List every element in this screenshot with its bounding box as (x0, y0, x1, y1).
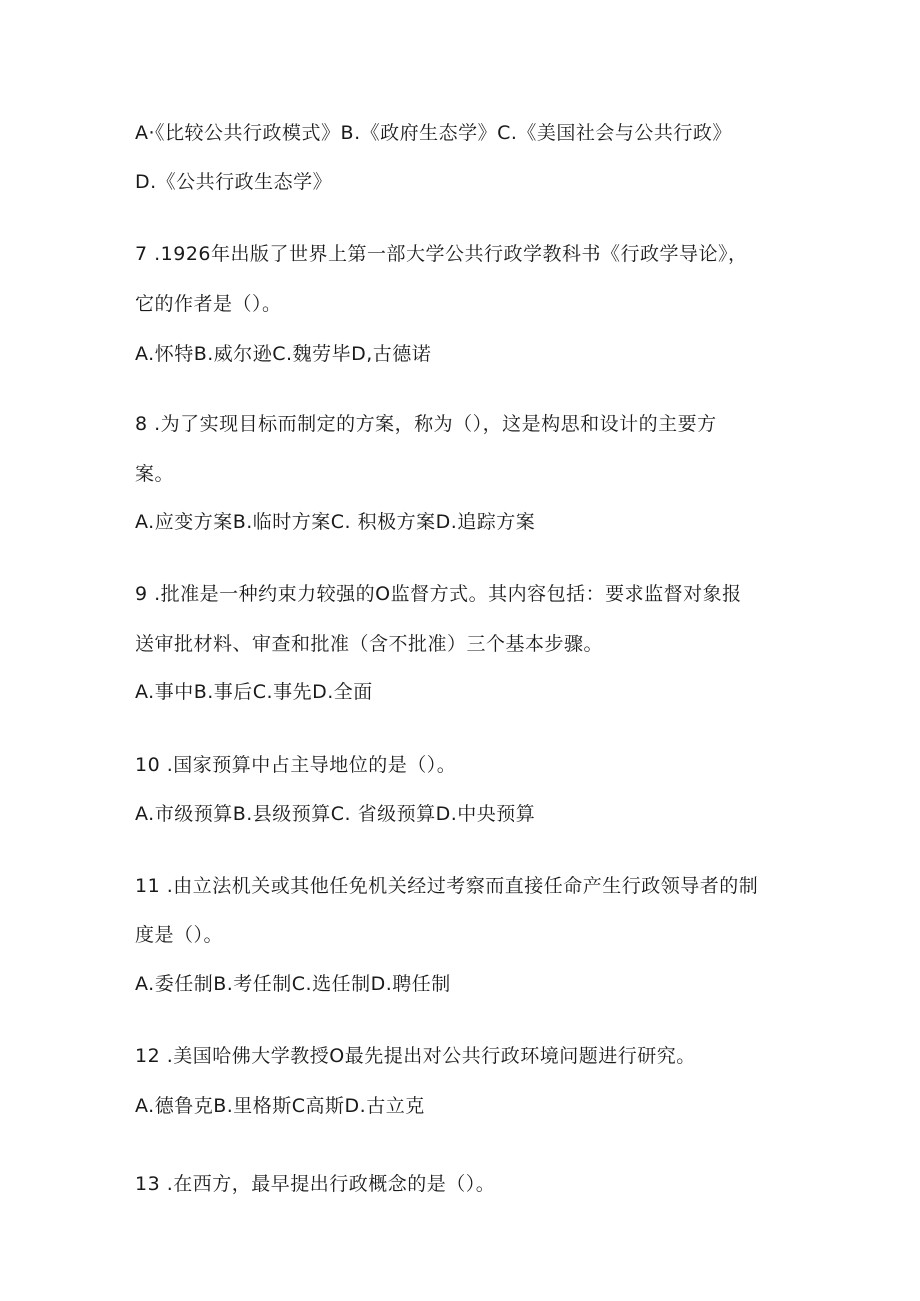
q10-options: A.市级预算B.县级预算C. 省级预算D.中央预算 (135, 803, 536, 825)
q9-stem-line-2: 送审批材料、审查和批准（含不批准）三个基本步骤。 (135, 633, 604, 655)
q6-options-line-2: D.《公共行政生态学》 (135, 171, 333, 193)
q8-stem-line-1: 8 .为了实现目标而制定的方案，称为（），这是构思和设计的主要方 (135, 413, 717, 435)
q12-options: A.德鲁克B.里格斯C高斯D.古立克 (135, 1095, 425, 1117)
q9-stem-line-1: 9 .批准是一种约束力较强的O监督方式。其内容包括：要求监督对象报 (135, 583, 742, 605)
q6-options-line-1: A·《比较公共行政模式》B.《政府生态学》C.《美国社会与公共行政》 (135, 122, 732, 144)
q12-stem: 12 .美国哈佛大学教授O最先提出对公共行政环境问题进行研究。 (135, 1045, 696, 1067)
q10-stem: 10 .国家预算中占主导地位的是（）。 (135, 754, 457, 776)
q7-stem-line-1: 7 .1926年出版了世界上第一部大学公共行政学教科书《行政学导论》， (135, 243, 748, 265)
q8-stem-line-2: 案。 (135, 463, 175, 485)
q13-stem: 13 .在西方，最早提出行政概念的是（）。 (135, 1173, 496, 1195)
q11-options: A.委任制B.考任制C.选任制D.聘任制 (135, 973, 451, 995)
q9-options: A.事中B.事后C.事先D.全面 (135, 681, 373, 703)
q8-options: A.应变方案B.临时方案C. 积极方案D.追踪方案 (135, 511, 536, 533)
q11-stem-line-2: 度是（）。 (135, 924, 224, 946)
q7-stem-line-2: 它的作者是（）。 (135, 293, 282, 315)
q7-options: A.怀特B.威尔逊C.魏劳毕D,古德诺 (135, 343, 432, 365)
q11-stem-line-1: 11 .由立法机关或其他任免机关经过考察而直接任命产生行政领导者的制 (135, 875, 759, 897)
